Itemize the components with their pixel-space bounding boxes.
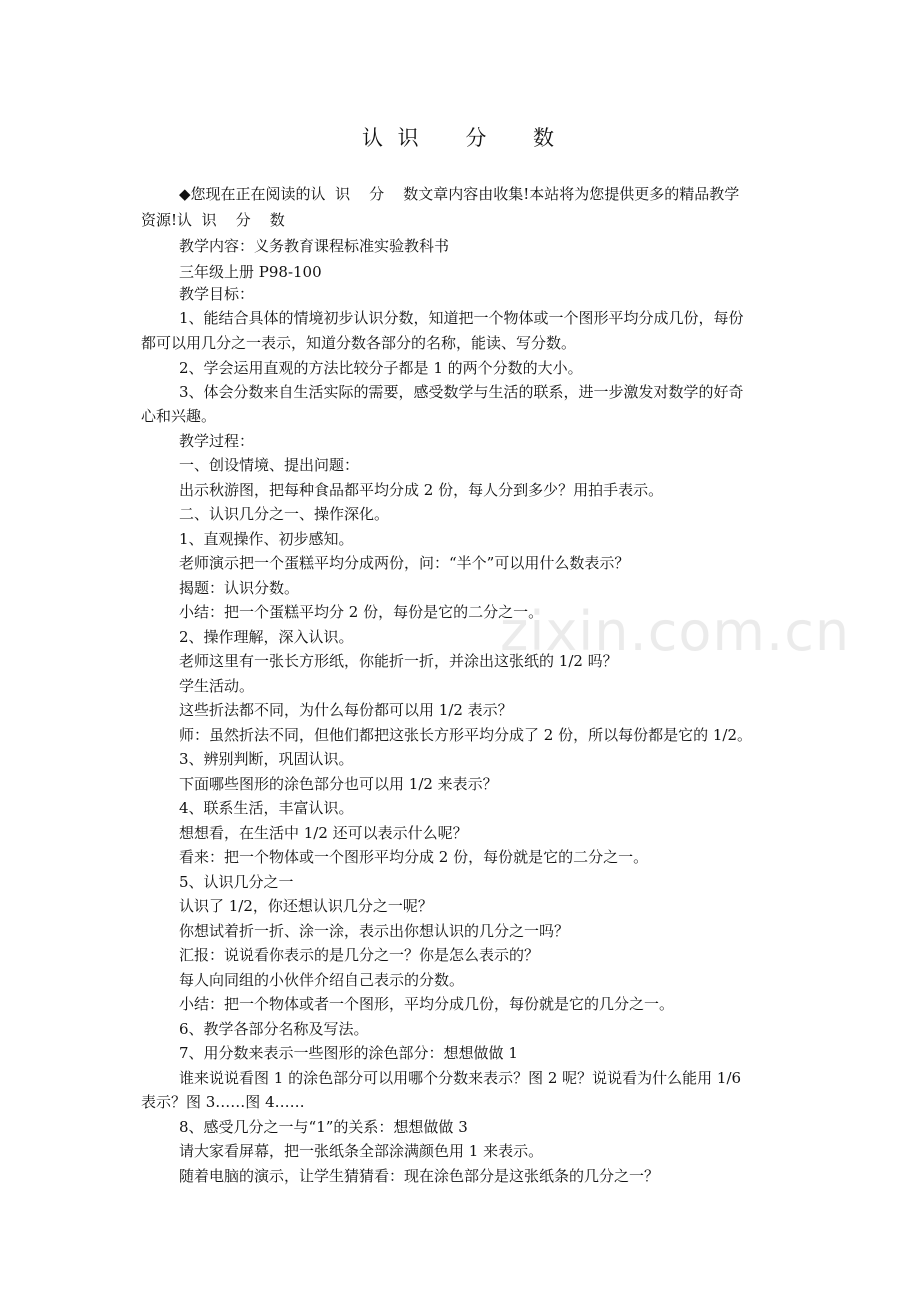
text-line: 3、辨别判断，巩固认识。 bbox=[179, 750, 354, 768]
text-line: 老师这里有一张长方形纸，你能折一折，并涂出这张纸的 1/2 吗？ bbox=[179, 652, 618, 670]
text-line: ◆您现在正在阅读的认 识 分 数文章内容由收集!本站将为您提供更多的精品教学 bbox=[179, 185, 740, 203]
text-line: 谁来说说看图 1 的涂色部分可以用哪个分数来表示？图 2 呢？说说看为什么能用 1/6 bbox=[179, 1069, 742, 1087]
text-line: 教学目标： bbox=[179, 285, 255, 303]
text-line: 这些折法都不同，为什么每份都可以用 1/2 表示？ bbox=[179, 701, 513, 719]
text-line: 师：虽然折法不同，但他们都把这张长方形平均分成了 2 份，所以每份都是它的 1/2。 bbox=[179, 726, 752, 744]
document-title: 认 识 分 数 bbox=[361, 126, 559, 150]
text-line: 表示？图 3……图 4…… bbox=[141, 1093, 305, 1111]
text-line: 教学内容：义务教育课程标准实验教科书 bbox=[179, 237, 450, 255]
text-line: 看来：把一个物体或一个图形平均分成 2 份，每份就是它的二分之一。 bbox=[179, 848, 649, 866]
text-line: 二、认识几分之一、操作深化。 bbox=[179, 505, 390, 523]
watermark: zixin.com.cn bbox=[500, 600, 851, 663]
text-line: 揭题：认识分数。 bbox=[179, 579, 300, 597]
text-line: 资源!认 识 分 数 bbox=[141, 211, 285, 229]
text-line: 3、体会分数来自生活实际的需要，感受数学与生活的联系，进一步激发对数学的好奇 bbox=[179, 383, 744, 401]
text-line: 随着电脑的演示，让学生猜猜看：现在涂色部分是这张纸条的几分之一？ bbox=[179, 1167, 660, 1185]
text-line: 1、直观操作、初步感知。 bbox=[179, 530, 354, 548]
text-line: 一、创设情境、提出问题： bbox=[179, 456, 360, 474]
text-line: 2、操作理解，深入认识。 bbox=[179, 628, 354, 646]
text-line: 每人向同组的小伙伴介绍自己表示的分数。 bbox=[179, 971, 465, 989]
text-line: 你想试着折一折、涂一涂，表示出你想认识的几分之一吗？ bbox=[179, 922, 570, 940]
text-line: 三年级上册 P98-100 bbox=[179, 263, 322, 281]
text-line: 8、感受几分之一与“1”的关系：想想做做 3 bbox=[179, 1118, 468, 1136]
text-line: 认识了 1/2，你还想认识几分之一呢？ bbox=[179, 897, 433, 915]
text-line: 出示秋游图，把每种食品都平均分成 2 份，每人分到多少？用拍手表示。 bbox=[179, 481, 664, 499]
text-line: 2、学会运用直观的方法比较分子都是 1 的两个分数的大小。 bbox=[179, 359, 583, 377]
text-line: 汇报：说说看你表示的是几分之一？你是怎么表示的？ bbox=[179, 946, 540, 964]
text-line: 6、教学各部分名称及写法。 bbox=[179, 1020, 369, 1038]
text-line: 小结：把一个蛋糕平均分 2 份，每份是它的二分之一。 bbox=[179, 603, 544, 621]
text-line: 4、联系生活，丰富认识。 bbox=[179, 799, 354, 817]
text-line: 学生活动。 bbox=[179, 677, 255, 695]
text-line: 都可以用几分之一表示，知道分数各部分的名称，能读、写分数。 bbox=[141, 334, 577, 352]
text-line: 心和兴趣。 bbox=[141, 407, 217, 425]
text-line: 1、能结合具体的情境初步认识分数，知道把一个物体或一个图形平均分成几份，每份 bbox=[179, 309, 744, 327]
text-line: 下面哪些图形的涂色部分也可以用 1/2 来表示？ bbox=[179, 775, 498, 793]
text-line: 教学过程： bbox=[179, 432, 255, 450]
text-line: 5、认识几分之一 bbox=[179, 873, 294, 891]
text-line: 7、用分数来表示一些图形的涂色部分：想想做做 1 bbox=[179, 1044, 518, 1062]
text-line: 想想看，在生活中 1/2 还可以表示什么呢？ bbox=[179, 824, 468, 842]
text-line: 小结：把一个物体或者一个图形，平均分成几份，每份就是它的几分之一。 bbox=[179, 995, 675, 1013]
text-line: 请大家看屏幕，把一张纸条全部涂满颜色用 1 来表示。 bbox=[179, 1142, 544, 1160]
text-line: 老师演示把一个蛋糕平均分成两份，问：“半个”可以用什么数表示？ bbox=[179, 554, 630, 572]
